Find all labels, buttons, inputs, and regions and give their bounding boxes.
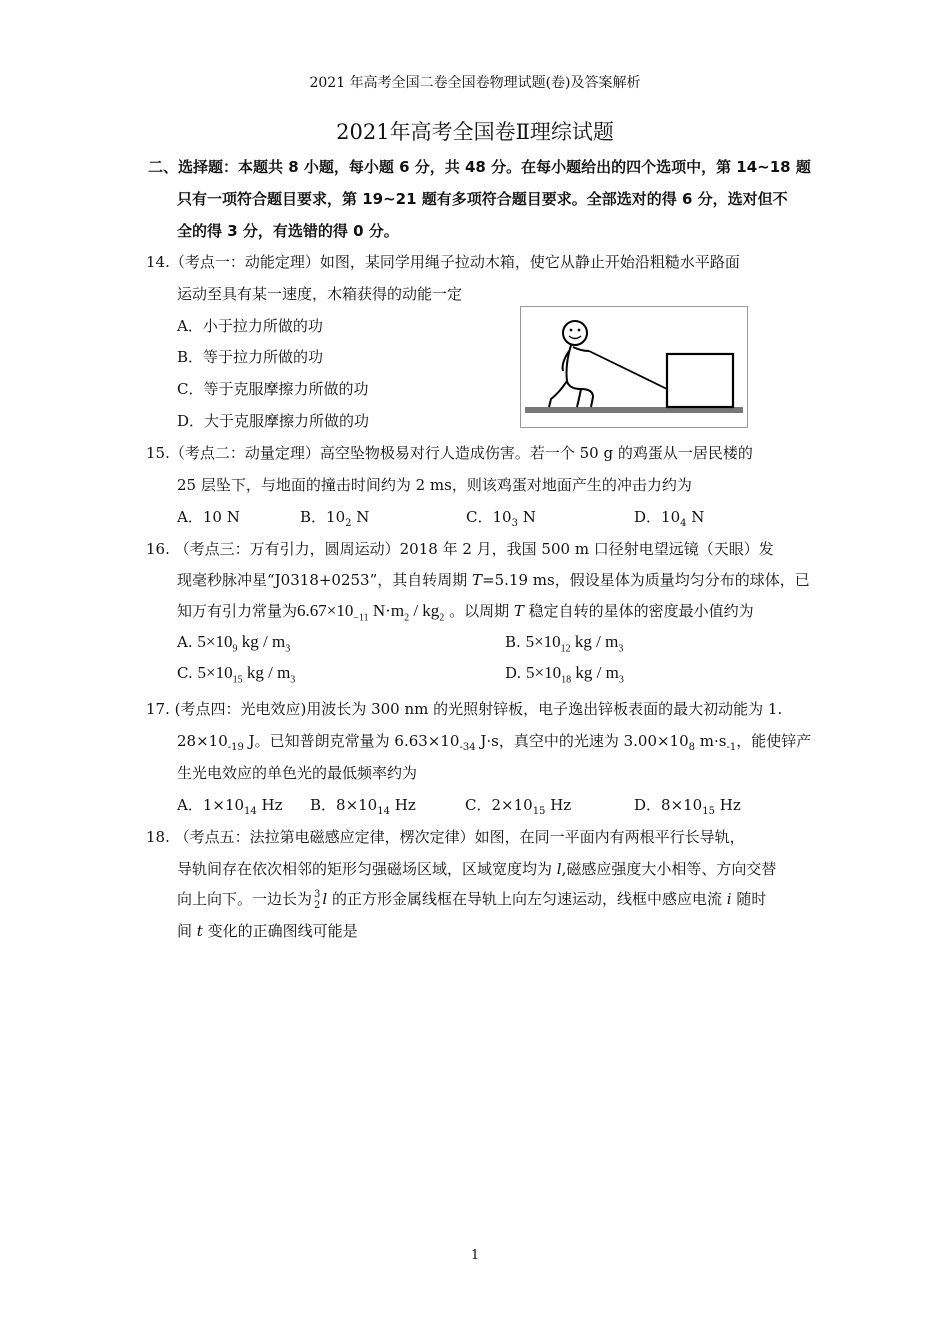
q16-option-b: B. $5\times 10_{12}$ kg / $m_3$	[505, 632, 624, 655]
q14-option-d: D．大于克服摩擦力所做的功	[177, 412, 370, 430]
q17-option-d: D．$8\times 10_{15}$ Hz	[634, 796, 741, 817]
q17-option-a: A．$1\times 10_{14}$ Hz	[177, 796, 283, 817]
q17-option-b: B．$8\times 10_{14}$ Hz	[310, 796, 416, 817]
q16-option-d: D. $5\times 10_{18}$ kg / $m_3$	[505, 663, 624, 686]
q14-figure-person-pulling-box	[520, 306, 748, 428]
q16-option-c: C. $5\times 10_{15}$ kg / $m_3$	[177, 663, 296, 686]
q15-option-c: C．$10_3$ N	[466, 508, 536, 529]
section-intro-line-2: 只有一项符合题目要求，第 19~21 题有多项符合题目要求。全部选对的得 6 分，选对但不	[177, 190, 788, 208]
q14-option-c: C．等于克服摩擦力所做的功	[177, 380, 369, 398]
page-header: 2021 年高考全国二卷全国卷物理试题(卷)及答案解析	[309, 75, 641, 91]
q18-stem-line-3: 向上向下。一边长为 3 2 l 的正方形金属线框在导轨上向左匀速运动，线框中感应电流 i 随时	[177, 889, 767, 911]
page-title: 2021年高考全国卷Ⅱ理综试题	[336, 120, 614, 144]
q16-stem-line-1: 16. （考点三：万有引力，圆周运动）2018 年 2 月，我国 500 m 口径射电望远镜（天眼）发	[146, 540, 774, 558]
q16-option-a: A. $5\times 10_9$ kg / $m_3$	[177, 632, 291, 655]
q15-option-b: B．$10_2$ N	[300, 508, 370, 529]
fraction-three-halves: 3 2	[314, 889, 321, 911]
q14-option-a: A．小于拉力所做的功	[177, 317, 323, 335]
person-pulling-box-illustration	[521, 307, 747, 427]
q17-stem-line-1: 17. (考点四：光电效应)用波长为 300 nm 的光照射锌板，电子逸出锌板表面的最大初动能为 1.	[146, 700, 783, 718]
q18-stem-line-4: 间 t 变化的正确图线可能是	[177, 922, 358, 940]
q18-stem-line-1: 18. （考点五：法拉第电磁感应定律，楞次定律）如图，在同一平面内有两根平行长导轨，	[146, 828, 745, 846]
page-number: 1	[470, 1248, 480, 1263]
q16-stem-line-3: 知万有引力常量为$6.67\times 10_{-11}$ $N\cdot m_2 / kg_2$ 。以周期 T 稳定自转的星体的密度最小值约为	[177, 601, 754, 624]
rope	[589, 351, 667, 389]
q15-option-d: D．$10_4$ N	[634, 508, 705, 529]
q17-stem-line-3: 生光电效应的单色光的最低频率约为	[177, 764, 418, 782]
q16-stem-line-2: 现毫秒脉冲星“J0318+0253”，其自转周期 T=5.19 ms，假设星体为质量均匀分布的球体，已	[177, 571, 810, 589]
q14-option-b: B．等于拉力所做的功	[177, 348, 324, 366]
person-head	[563, 321, 587, 345]
q14-stem-line-2: 运动至具有某一速度，木箱获得的动能一定	[177, 285, 463, 303]
q15-option-a: A．10 N	[177, 508, 240, 526]
section-intro-line-1: 二、选择题：本题共 8 小题，每小题 6 分，共 48 分。在每小题给出的四个选项中，第 14~18 题	[148, 158, 811, 176]
q17-stem-line-2: $28\times 10_{-19}$ J。已知普朗克常量为 $6.63\times 10_{-34}$ J·s，真空中的光速为 $3.00\times 10_8$ $m\cdot s_{-1}$，能使锌产	[177, 732, 812, 753]
q17-option-c: C．$2\times 10_{15}$ Hz	[465, 796, 572, 817]
q15-stem-line-2: 25 层坠下，与地面的撞击时间约为 2 ms，则该鸡蛋对地面产生的冲击力约为	[177, 476, 692, 494]
q18-stem-line-2: 导轨间存在依次相邻的矩形匀强磁场区域，区域宽度均为 l,磁感应强度大小相等、方向交替	[177, 860, 777, 878]
section-intro-line-3: 全的得 3 分，有选错的得 0 分。	[177, 222, 399, 240]
q14-stem-line-1: 14.（考点一：动能定理）如图，某同学用绳子拉动木箱，使它从静止开始沿粗糙水平路面	[146, 253, 740, 271]
q15-stem-line-1: 15.（考点二：动量定理）高空坠物极易对行人造成伤害。若一个 50 g 的鸡蛋从一居民楼的	[146, 444, 753, 462]
wooden-box	[667, 354, 733, 407]
